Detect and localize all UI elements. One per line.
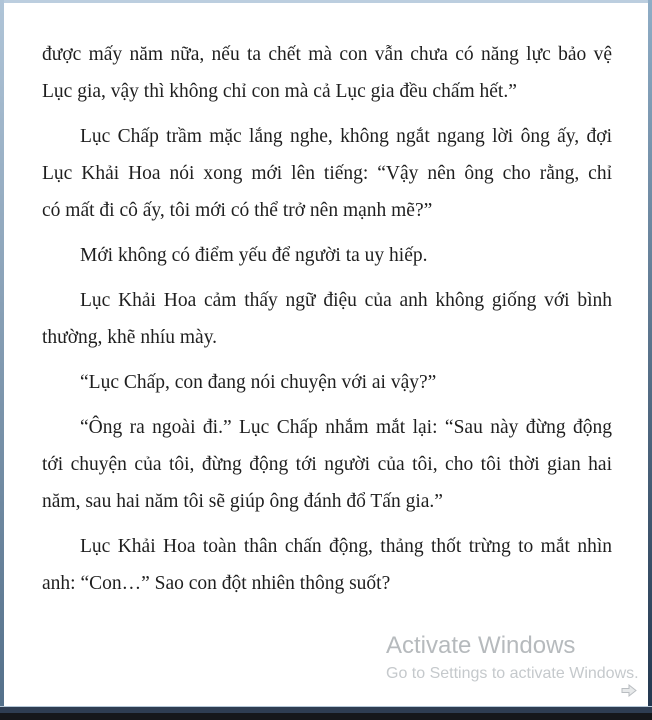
text-line: Lục Khải Hoa nói xong mới lên tiếng: “Vậy nên ông cho rằng, chỉ <box>42 163 612 184</box>
text-line: Lục Khải Hoa cảm thấy ngữ điệu của anh không giống với bình <box>80 290 612 311</box>
watermark-subtitle: Go to Settings to activate Windows. <box>386 664 639 682</box>
text-line: “Ông ra ngoài đi.” Lục Chấp nhắm mắt lại: “Sau này đừng động <box>80 417 612 438</box>
text-line: năm, sau hai năm tôi sẽ giúp ông đánh đổ Tấn gia.” <box>42 491 443 512</box>
right-arrow-cursor-icon <box>621 684 637 697</box>
paragraph <box>42 364 612 401</box>
text-line: “Lục Chấp, con đang nói chuyện với ai vậy?” <box>80 372 437 393</box>
paragraph <box>42 36 612 110</box>
paragraph <box>42 282 612 356</box>
window-border-right <box>648 0 652 706</box>
text-line: Lục gia, vậy thì không chỉ con mà cả Lục gia đều chấm hết.” <box>42 81 517 102</box>
text-line: thường, khẽ nhíu mày. <box>42 327 218 348</box>
text-line: anh: “Con…” Sao con đột nhiên thông suốt? <box>42 573 391 594</box>
taskbar-top-edge <box>0 706 652 713</box>
paragraph <box>42 118 612 229</box>
paragraph <box>42 528 612 602</box>
text-line: tới chuyện của tôi, đừng động tới người của tôi, cho tôi thời gian hai <box>42 454 612 475</box>
text-line: được mấy năm nữa, nếu ta chết mà con vẫn chưa có năng lực bảo vệ <box>42 44 612 65</box>
text-block <box>42 36 612 610</box>
text-line: Lục Chấp trầm mặc lắng nghe, không ngắt ngang lời ông ấy, đợi <box>80 126 612 147</box>
window-border-left <box>0 0 4 706</box>
paragraph <box>42 237 612 274</box>
text-line: Lục Khải Hoa toàn thân chấn động, thảng thốt trừng to mắt nhìn <box>80 536 612 557</box>
taskbar-shadow <box>0 713 652 720</box>
paragraph <box>42 409 612 520</box>
watermark-title: Activate Windows <box>386 632 576 659</box>
activate-windows-watermark <box>386 632 639 683</box>
text-line: Mới không có điểm yếu để người ta uy hiếp. <box>80 245 428 266</box>
window-border-top <box>0 0 652 3</box>
text-line: có mất đi cô ấy, tôi mới có thể trở nên mạnh mẽ?” <box>42 200 433 221</box>
